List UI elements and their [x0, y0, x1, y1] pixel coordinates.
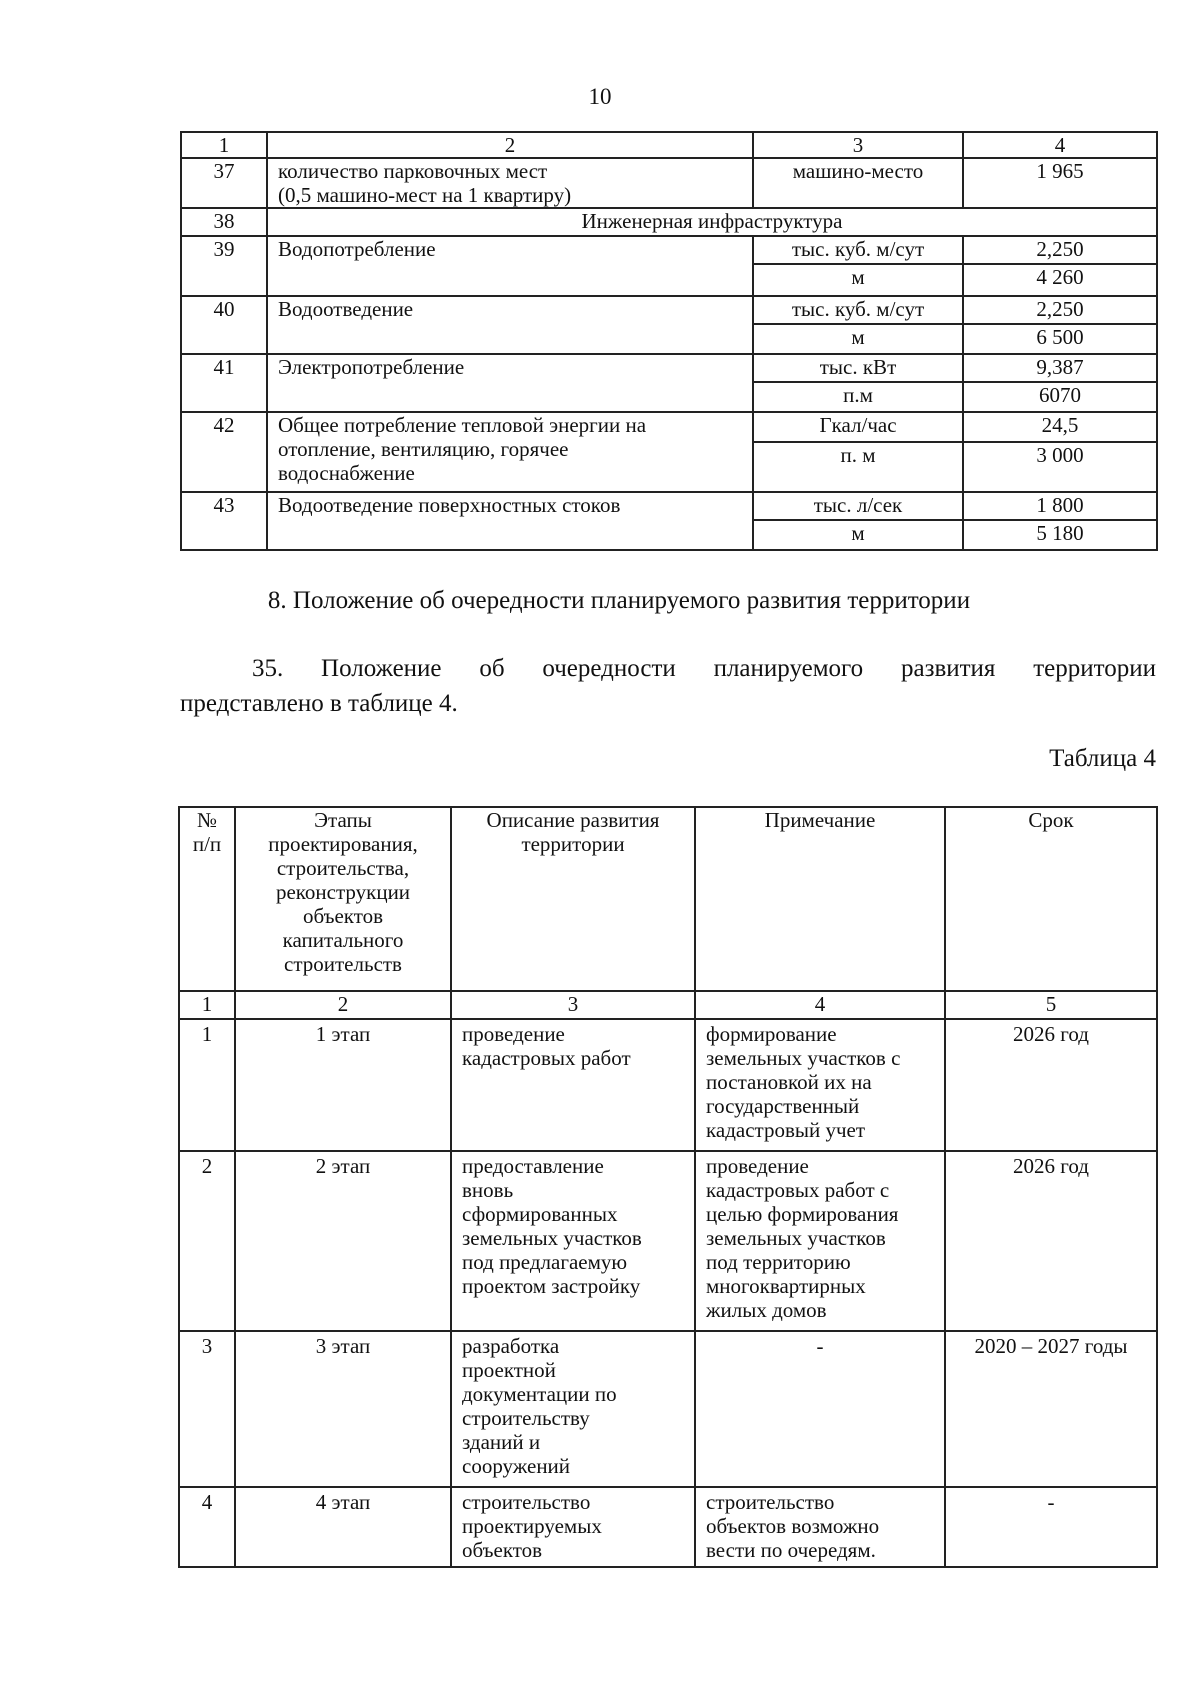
row-stage: 4 этап: [235, 1487, 451, 1567]
col-header: 3: [753, 132, 963, 158]
row-number: 41: [181, 354, 267, 412]
table-row: [181, 354, 1157, 412]
row-description: проведение кадастровых работ: [451, 1019, 695, 1151]
row-stage: 2 этап: [235, 1151, 451, 1331]
row-number: 1: [179, 1019, 235, 1151]
column-number: 4: [695, 991, 945, 1019]
column-numbers-row: [179, 991, 1157, 1019]
row-term: -: [945, 1487, 1157, 1567]
row-stage: 1 этап: [235, 1019, 451, 1151]
table-row: [179, 1487, 1157, 1567]
row-description: предоставление вновь сформированных земельных участков под предлагаемую проектом застройку: [451, 1151, 695, 1331]
stages-table: [178, 806, 1158, 1568]
col-header-term: Срок: [945, 807, 1157, 991]
row-units: Гкал/час п. м: [753, 412, 963, 492]
row-number: 39: [181, 236, 267, 296]
row-number: 42: [181, 412, 267, 492]
row-name: Водоотведение: [267, 296, 753, 354]
row-number: 43: [181, 492, 267, 550]
page-number: 10: [588, 84, 612, 109]
row-note: формирование земельных участков с постановкой их на государственный кадастровый учет: [695, 1019, 945, 1151]
row-stage: 3 этап: [235, 1331, 451, 1487]
row-values: 1 800 5 180: [963, 492, 1157, 550]
table-label: Таблица 4: [1049, 745, 1156, 772]
row-unit: машино-место: [753, 158, 963, 208]
row-number: 2: [179, 1151, 235, 1331]
row-term: 2026 год: [945, 1151, 1157, 1331]
paragraph-line1: 35. Положение об очередности планируемого развития территории: [252, 655, 1156, 682]
table-row: [179, 1331, 1157, 1487]
table-row: [181, 412, 1157, 492]
row-name: Водоотведение поверхностных стоков: [267, 492, 753, 550]
column-number: 5: [945, 991, 1157, 1019]
row-values: 24,5 3 000: [963, 412, 1157, 492]
section-heading: 8. Положение об очередности планируемого развития территории: [267, 587, 971, 614]
section-title: Инженерная инфраструктура: [267, 208, 1157, 236]
row-number: 3: [179, 1331, 235, 1487]
row-description: разработка проектной документации по строительству зданий и сооружений: [451, 1331, 695, 1487]
row-number: 38: [181, 208, 267, 236]
row-values: 9,387 6070: [963, 354, 1157, 412]
table-row: [181, 236, 1157, 296]
row-units: тыс. куб. м/сут м: [753, 296, 963, 354]
row-value: 1 965: [963, 158, 1157, 208]
paragraph-line2: представлено в таблице 4.: [180, 690, 458, 717]
row-number: 4: [179, 1487, 235, 1567]
row-values: 2,250 6 500: [963, 296, 1157, 354]
table-row: [179, 1151, 1157, 1331]
row-name: Общее потребление тепловой энергии на отопление, вентиляцию, горячее водоснабжение: [267, 412, 753, 492]
row-number: 37: [181, 158, 267, 208]
col-header: 4: [963, 132, 1157, 158]
column-number: 3: [451, 991, 695, 1019]
table-row: [179, 1019, 1157, 1151]
table-row: [181, 492, 1157, 550]
row-description: строительство проектируемых объектов: [451, 1487, 695, 1567]
column-number: 1: [179, 991, 235, 1019]
row-number: 40: [181, 296, 267, 354]
col-header-stages: Этапы проектирования, строительства, реконструкции объектов капитального строительств: [235, 807, 451, 991]
row-units: тыс. л/сек м: [753, 492, 963, 550]
row-units: тыс. куб. м/сут м: [753, 236, 963, 296]
engineering-table: [180, 131, 1158, 551]
row-note: проведение кадастровых работ с целью формирования земельных участков под территорию многоквартирных жилых домов: [695, 1151, 945, 1331]
col-header: 1: [181, 132, 267, 158]
row-name: количество парковочных мест (0,5 машино-мест на 1 квартиру): [267, 158, 753, 208]
row-term: 2026 год: [945, 1019, 1157, 1151]
row-units: тыс. кВт п.м: [753, 354, 963, 412]
row-name: Электропотребление: [267, 354, 753, 412]
column-number: 2: [235, 991, 451, 1019]
row-note: -: [695, 1331, 945, 1487]
table-row: [181, 158, 1157, 208]
table-row: [181, 296, 1157, 354]
table-header-row: [181, 132, 1157, 158]
col-header: 2: [267, 132, 753, 158]
col-header-note: Примечание: [695, 807, 945, 991]
row-name: Водопотребление: [267, 236, 753, 296]
table-header-row: [179, 807, 1157, 991]
col-header-description: Описание развития территории: [451, 807, 695, 991]
row-note: строительство объектов возможно вести по очередям.: [695, 1487, 945, 1567]
row-term: 2020 – 2027 годы: [945, 1331, 1157, 1487]
col-header-number: № п/п: [179, 807, 235, 991]
row-values: 2,250 4 260: [963, 236, 1157, 296]
table-row: [181, 208, 1157, 236]
